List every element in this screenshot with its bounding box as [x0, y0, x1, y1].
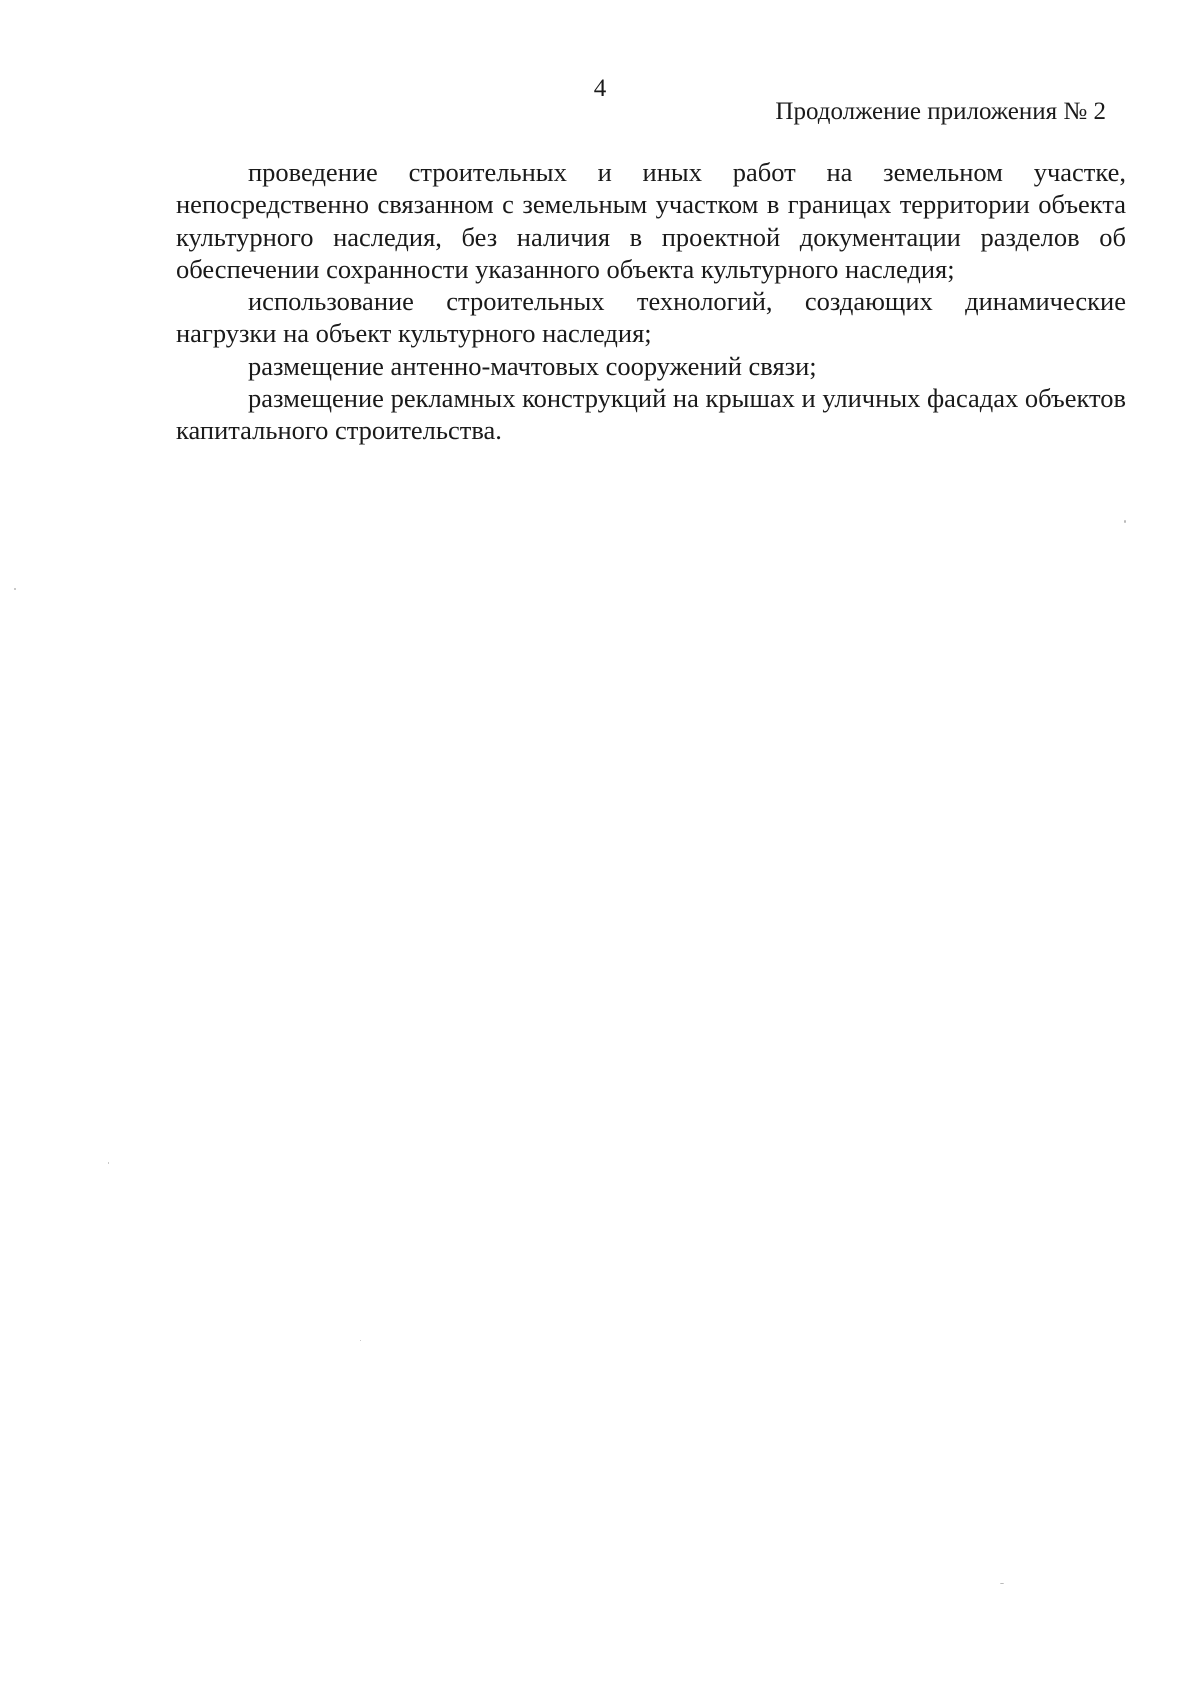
scan-speck	[1124, 520, 1126, 523]
paragraph-advertising-structures: размещение рекламных конструкций на крышах и уличных фасадах объектов капитального строительства.	[176, 383, 1126, 446]
scan-speck	[360, 1340, 361, 1341]
document-body	[176, 156, 1126, 447]
page-number: 4	[593, 75, 607, 102]
scan-speck	[108, 1162, 109, 1164]
appendix-continuation-note: Продолжение приложения № 2	[775, 98, 1106, 125]
paragraph-construction-technologies: использование строительных технологий, создающих динамические нагрузки на объект культурного наследия;	[176, 286, 1126, 349]
scan-speck	[14, 588, 16, 590]
paragraph-antenna-structures: размещение антенно-мачтовых сооружений связи;	[248, 350, 817, 381]
scan-speck	[1000, 1583, 1004, 1584]
paragraph-construction-works: проведение строительных и иных работ на земельном участке, непосредственно связанном с земельным участком в границах территории объекта культурного наследия, без наличия в проектной документации разделов об обеспечении сохранности указанного объекта культурного наследия;	[176, 157, 1126, 284]
